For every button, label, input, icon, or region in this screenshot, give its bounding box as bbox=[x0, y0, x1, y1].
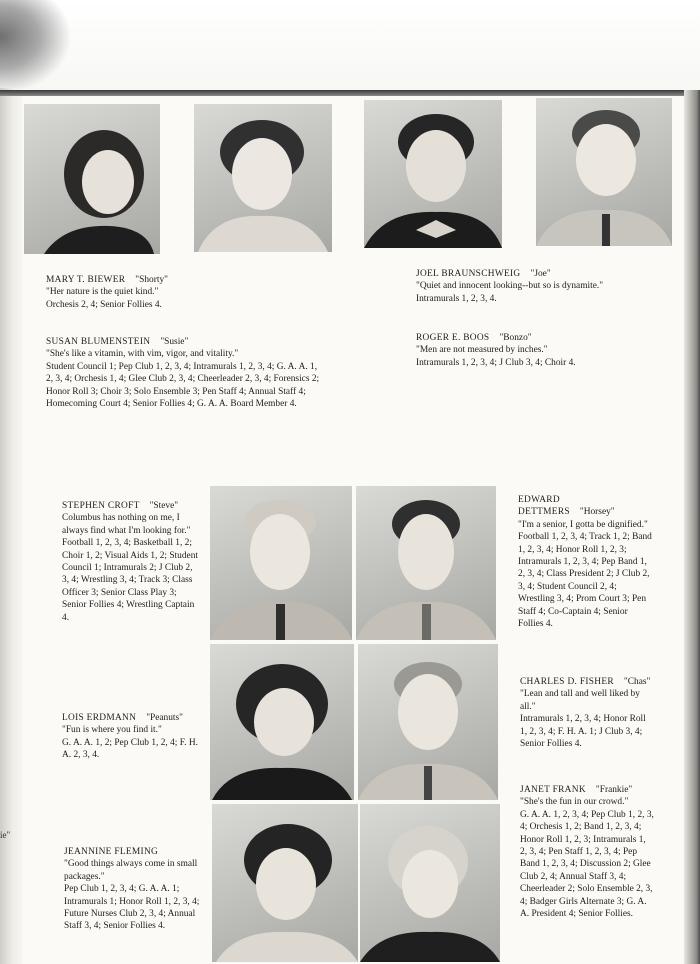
facing-page-fragment: ie" bbox=[0, 830, 11, 840]
student-quote: "She's the fun in our crowd." bbox=[520, 797, 629, 808]
photo-frank bbox=[360, 804, 500, 962]
portrait-male-icon bbox=[536, 98, 672, 246]
student-nickname: "Joe" bbox=[530, 269, 551, 279]
student-nickname: "Bonzo" bbox=[499, 333, 532, 343]
photo-boos bbox=[536, 98, 672, 246]
student-activities: Intramurals 1, 2, 3, 4; Honor Roll 1, 2, 3, 4; F. H. A. 1; J Club 3, 4; Senior Follies 4. bbox=[520, 714, 646, 750]
student-nickname: "Frankie" bbox=[595, 785, 633, 795]
student-quote: Columbus has nothing on me, I always find what I'm looking for." bbox=[62, 513, 191, 536]
portrait-female-icon bbox=[360, 804, 500, 962]
student-quote: "She's like a vitamin, with vim, vigor, and vitality." bbox=[46, 349, 239, 360]
page-right-edge bbox=[684, 90, 700, 964]
photo-erdmann bbox=[210, 644, 354, 800]
student-name: MARY T. BIEWER bbox=[46, 275, 126, 285]
photo-blumenstein bbox=[194, 104, 332, 252]
portrait-female-icon bbox=[24, 104, 160, 254]
student-name: JOEL BRAUNSCHWEIG bbox=[416, 269, 521, 279]
photo-biewer bbox=[24, 104, 160, 254]
entry-dettmers bbox=[518, 494, 654, 630]
photo-croft bbox=[210, 486, 352, 640]
entry-fisher bbox=[520, 676, 654, 750]
entry-erdmann bbox=[62, 712, 198, 762]
entry-braunschweig bbox=[416, 268, 666, 305]
student-name: JEANNINE FLEMING bbox=[64, 847, 159, 857]
student-quote: "Quiet and innocent looking--but so is dynamite." bbox=[416, 281, 604, 292]
portrait-female-icon bbox=[212, 804, 358, 962]
student-name: CHARLES D. FISHER bbox=[520, 677, 614, 687]
portrait-female-icon bbox=[194, 104, 332, 252]
portrait-male-icon bbox=[364, 100, 502, 248]
student-name: EDWARD DETTMERS bbox=[518, 495, 570, 518]
student-quote: "Her nature is the quiet kind." bbox=[46, 287, 159, 298]
entry-frank bbox=[520, 784, 654, 920]
student-name: SUSAN BLUMENSTEIN bbox=[46, 337, 151, 347]
photo-fleming bbox=[212, 804, 358, 962]
student-nickname: "Shorty" bbox=[135, 275, 168, 285]
student-quote: "Men are not measured by inches." bbox=[416, 345, 548, 356]
student-quote: "I'm a senior, I gotta be dignified." bbox=[518, 519, 648, 530]
student-name: ROGER E. BOOS bbox=[416, 333, 490, 343]
entry-blumenstein bbox=[46, 336, 322, 410]
student-nickname: "Steve" bbox=[149, 501, 179, 511]
student-activities: Student Council 1; Pep Club 1, 2, 3, 4; Intramurals 1, 2, 3, 4; G. A. A. 1, 2, 3, 4; Orchesis 1, 4; Glee Club 2, 3, 4; Cheerleader 2, 3, 4; Forensics 2; Honor Roll 3; Choir 3; Solo Ensemble 3; Pen Staff 4; Annual Staff 4; Homecoming Court 4; Senior Follies 4; G. A. A. Board Member 4. bbox=[46, 361, 320, 410]
student-nickname: "Horsey" bbox=[579, 507, 615, 518]
page-top-edge bbox=[0, 90, 700, 96]
photo-dettmers bbox=[356, 486, 496, 640]
page-top-margin bbox=[0, 0, 700, 92]
student-nickname: "Susie" bbox=[160, 337, 189, 347]
entry-biewer bbox=[46, 274, 346, 311]
portrait-male-icon bbox=[356, 486, 496, 640]
student-activities: Pep Club 1, 2, 3, 4; G. A. A. 1; Intramurals 1; Honor Roll 1, 2, 3, 4; Future Nurses Club 2, 3, 4; Annual Staff 3, 4; Senior Follies 4. bbox=[64, 884, 200, 932]
student-quote: "Fun is where you find it." bbox=[62, 725, 162, 736]
student-activities: G. A. A. 1, 2; Pep Club 1, 2, 4; F. H. A. 2, 3, 4. bbox=[62, 737, 198, 761]
student-activities: Orchesis 2, 4; Senior Follies 4. bbox=[46, 299, 162, 310]
student-nickname: "Peanuts" bbox=[146, 713, 184, 723]
portrait-male-icon bbox=[210, 486, 352, 640]
photo-braunschweig bbox=[364, 100, 502, 248]
student-quote: "Good things always come in small packages." bbox=[64, 859, 198, 882]
entry-fleming bbox=[64, 846, 200, 933]
entry-croft bbox=[62, 500, 198, 624]
portrait-female-icon bbox=[210, 644, 354, 800]
portrait-male-icon bbox=[358, 644, 498, 800]
student-name: STEPHEN CROFT bbox=[62, 501, 140, 511]
student-activities: Football 1, 2, 3, 4; Track 1, 2; Band 1, 2, 3, 4; Honor Roll 1, 2, 3; Intramurals 1, 2, 3, 4; Pep Band 1, 2, 3, 4; Class President 2; J Club 2, 3, 4; Student Council 2, 4; Wrestling 3, 4; Prom Court 3; Pen Staff 4; Co-Captain 4; Senior Follies 4. bbox=[518, 532, 652, 630]
student-nickname: "Chas" bbox=[623, 677, 651, 687]
student-activities: G. A. A. 1, 2, 3, 4; Pep Club 1, 2, 3, 4; Orchesis 1, 2; Band 1, 2, 3, 4; Honor Roll 1, 2, 3; Intramurals 1, 2, 3, 4; Pen Staff 1, 2, 3, 4; Pep Band 1, 2, 3, 4; Discussion 2; Glee Club 2, 4; Annual Staff 3, 4; Cheerleader 2; Solo Ensemble 2, 3, 4; Badger Girls Alternate 3; G. A. A. President 4; Senior Follies. bbox=[520, 809, 654, 920]
student-activities: Intramurals 1, 2, 3, 4; J Club 3, 4; Choir 4. bbox=[416, 357, 576, 368]
student-name: JANET FRANK bbox=[520, 785, 586, 795]
entry-boos bbox=[416, 332, 666, 369]
student-quote: "Lean and tall and well liked by all." bbox=[520, 689, 640, 712]
student-name: LOIS ERDMANN bbox=[62, 713, 137, 723]
student-activities: Intramurals 1, 2, 3, 4. bbox=[416, 293, 497, 304]
photo-fisher bbox=[358, 644, 498, 800]
scan-shadow-corner bbox=[0, 0, 70, 92]
student-activities: Football 1, 2, 3, 4; Basketball 1, 2; Choir 1, 2; Visual Aids 1, 2; Student Council 1; Intramurals 2; J Club 2, 3, 4; Wrestling 3, 4; Track 3; Class Officer 3; Senior Class Play 3; Senior Follies 4; Wrestling Captain 4. bbox=[62, 538, 198, 623]
